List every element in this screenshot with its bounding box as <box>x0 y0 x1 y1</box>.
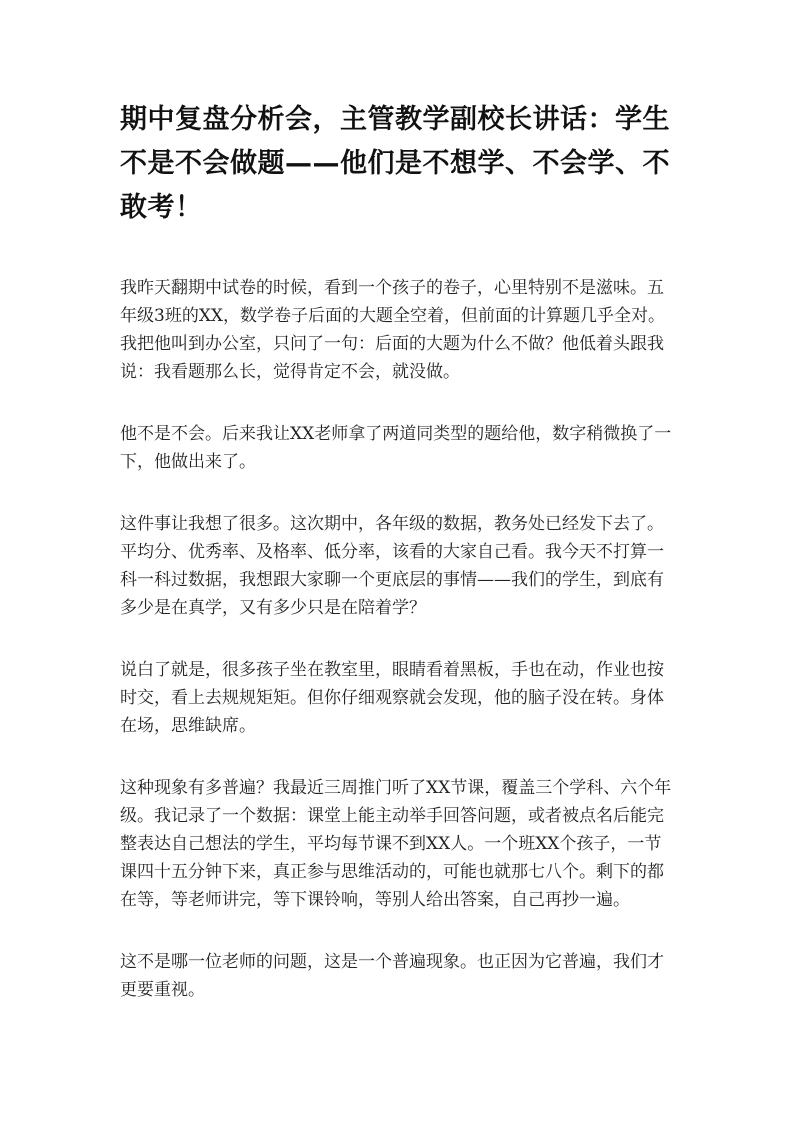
paragraph: 我昨天翻期中试卷的时候，看到一个孩子的卷子，心里特别不是滋味。五年级3班的XX，数学卷子后面的大题全空着，但前面的计算题几乎全对。我把他叫到办公室，只问了一句：后面的大题为什么不做？他低着头跟我说：我看题那么长，觉得肯定不会，就没做。 <box>120 278 666 382</box>
document-body <box>120 274 675 1004</box>
paragraph: 说白了就是，很多孩子坐在教室里，眼睛看着黑板，手也在动，作业也按时交，看上去规规矩矩。但你仔细观察就会发现，他的脑子没在转。身体在场，思维缺席。 <box>120 660 664 736</box>
paragraph: 这件事让我想了很多。这次期中，各年级的数据，教务处已经发下去了。平均分、优秀率、及格率、低分率，该看的大家自己看。我今天不打算一科一科过数据，我想跟大家聊一个更底层的事情——我们的学生，到底有多少是在真学，又有多少只是在陪着学？ <box>120 514 664 618</box>
paragraph: 这不是哪一位老师的问题，这是一个普遍现象。也正因为它普遍，我们才更要重视。 <box>120 952 664 1000</box>
paragraph: 他不是不会。后来我让XX老师拿了两道同类型的题给他，数字稍微换了一下，他做出来了。 <box>120 424 672 472</box>
paragraph: 这种现象有多普遍？我最近三周推门听了XX节课，覆盖三个学科、六个年级。我记录了一个数据：课堂上能主动举手回答问题，或者被点名后能完整表达自己想法的学生，平均每节课不到XX人。一个班XX个孩子，一节课四十五分钟下来，真正参与思维活动的，可能也就那七八个。剩下的都在等，等老师讲完，等下课铃响，等别人给出答案，自己再抄一遍。 <box>120 778 672 910</box>
document-title: 期中复盘分析会，主管教学副校长讲话：学生不是不会做题——他们是不想学、不会学、不敢考！ <box>120 104 670 223</box>
